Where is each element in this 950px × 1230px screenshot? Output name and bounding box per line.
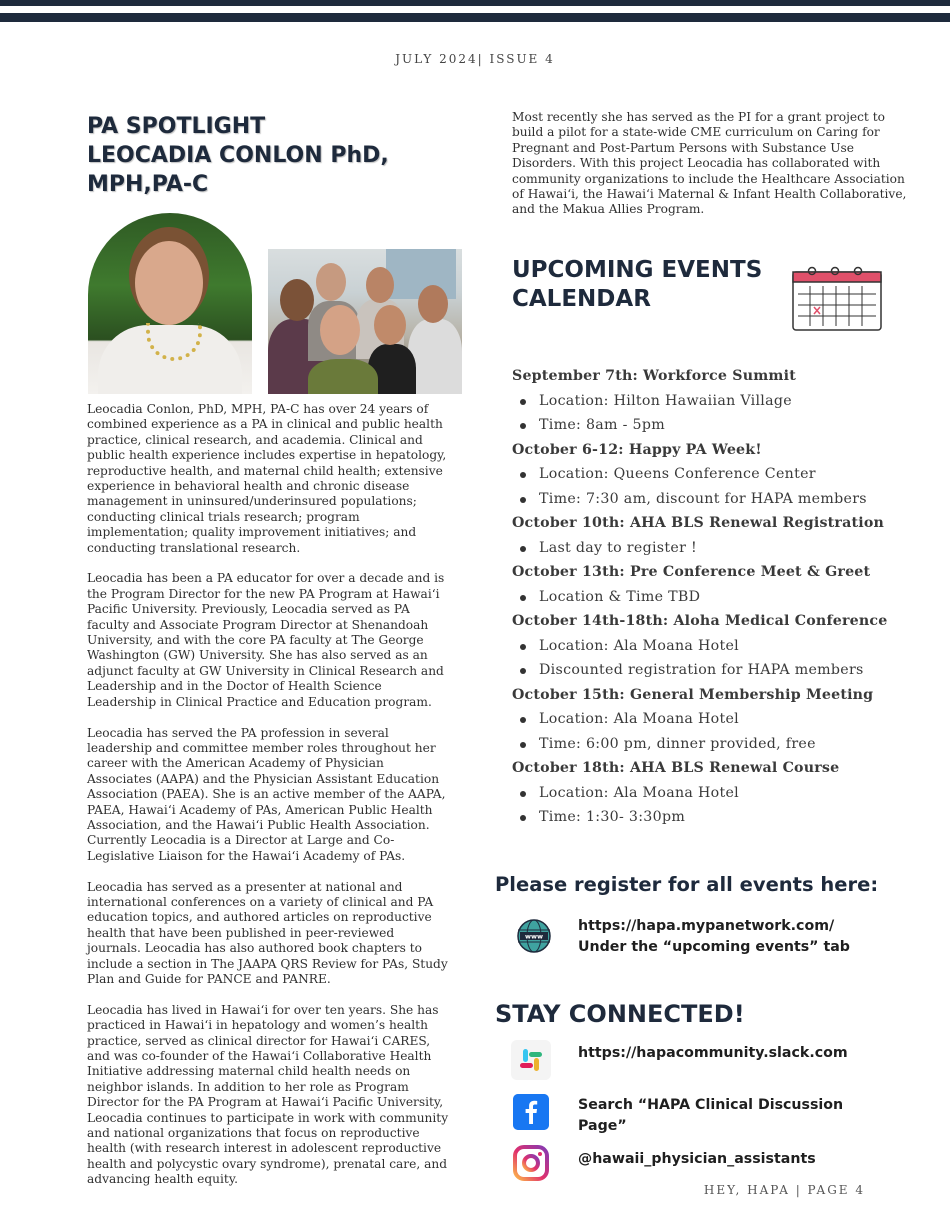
event [512,364,912,438]
facebook-text-line: Page” [578,1118,627,1134]
register-link[interactable] [578,916,850,958]
portrait-face [135,241,203,325]
recent-work-paragraph: Most recently she has served as the PI for a grant project to build a pilot for a state-wide CME curriculum on Caring for Pregnant and Post-Partum Persons with Substance Use Disorders. With this project Leocadia has collaborated with community organizations to include the Healthcare Association of Hawaiʻi, the Hawaiʻi Maternal & Infant Health Collaborative, and the Makua Allies Program. [512,110,907,217]
group-person-head [316,263,346,301]
event-title: October 6-12: Happy PA Week! [512,441,762,458]
events-title [512,256,802,314]
event [512,438,912,512]
group-person-body [308,359,378,394]
event [512,511,912,560]
event-detail: Location: Hilton Hawaiian Village [512,389,912,414]
group-person-head [418,285,448,323]
bio-text [87,402,451,1203]
register-note: Under the “upcoming events” tab [578,939,850,955]
event-detail: Time: 6:00 pm, dinner provided, free [512,732,912,757]
calendar-icon [790,264,886,334]
page-footer: HEY, HAPA | PAGE 4 [703,1183,865,1197]
spotlight-title-line: LEOCADIA CONLON PhD, [87,143,389,168]
event-title: October 18th: AHA BLS Renewal Course [512,760,840,776]
event-detail: Time: 7:30 am, discount for HAPA members [512,487,912,512]
spotlight-title-line: PA SPOTLIGHT [87,114,266,139]
stay-connected-heading: STAY CONNECTED! [495,1000,745,1028]
instagram-handle[interactable]: @hawaii_physician_assistants [578,1151,816,1167]
event-detail: Discounted registration for HAPA members [512,658,912,683]
bio-paragraph: Leocadia has served the PA profession in several leadership and committee member roles throughout her career with the American Academy of Physician Associates (AAPA) and the Physician Assistant Education Association (PAEA). She is an active member of the AAPA, PAEA, Hawaiʻi Academy of PAs, American Public Health Association, and the Hawaiʻi Public Health Association. Currently Leocadia is a Director at Large and Co-Legislative Liaison for the Hawaiʻi Academy of PAs. [87,725,446,863]
event [512,756,912,830]
spotlight-title [87,112,447,199]
top-border-bar-thick [0,13,950,22]
event-detail: Time: 8am - 5pm [512,413,912,438]
event [512,609,912,683]
spotlight-title-line: MPH,PA-C [87,172,209,197]
svg-text:www: www [524,932,544,941]
group-person-body [408,319,462,394]
bio-paragraph: Leocadia has been a PA educator for over a decade and is the Program Director for the new PA Program at Hawaiʻi Pacific University. Previously, Leocadia served as PA faculty and Associate Program Director at Shenandoah University, and with the core PA faculty at The George Washington (GW) University. She has also served as an adjunct faculty at GW University in Clinical Research and Leadership and in the Doctor of Health Science Leadership in Clinical Practice and Education program. [87,571,445,709]
facebook-icon[interactable] [513,1094,549,1130]
portrait-photo [88,213,252,394]
event [512,560,912,609]
group-person-head [320,305,360,355]
events-title-line: CALENDAR [512,286,651,312]
event-title: October 13th: Pre Conference Meet & Greet [512,564,871,580]
group-person-head [374,305,406,345]
globe-www-icon [516,918,552,954]
event-title: October 14th-18th: Aloha Medical Conference [512,613,888,629]
event-detail: Location: Queens Conference Center [512,462,912,487]
event [512,683,912,757]
event-detail: Location & Time TBD [512,585,912,610]
slack-icon[interactable] [511,1040,551,1080]
bio-paragraph: Leocadia has served as a presenter at national and international conferences on a variety of clinical and PA education topics, and authored articles on reproductive health that have been published in peer-reviewed journals. Leocadia has also authored book chapters to include a section in The JAAPA QRS Review for PAs, Study Plan and Guide for PANCE and PANRE. [87,879,448,986]
event-detail: Location: Ala Moana Hotel [512,707,912,732]
event-detail: Location: Ala Moana Hotel [512,634,912,659]
facebook-text-line: Search “HAPA Clinical Discussion [578,1097,844,1113]
instagram-icon[interactable] [512,1144,550,1182]
register-heading: Please register for all events here: [495,873,879,896]
top-border-bar [0,0,950,6]
issue-label: JULY 2024| ISSUE 4 [395,52,555,66]
event-title: October 10th: AHA BLS Renewal Registration [512,515,885,531]
facebook-search-text[interactable] [578,1095,843,1137]
events-list [512,364,912,830]
bio-paragraph: Leocadia has lived in Hawaiʻi for over ten years. She has practiced in Hawaiʻi in hepatology and women’s health practice, served as clinical director for Hawaiʻi CARES, and was co-founder of the Hawaiʻi Collaborative Health Initiative addressing maternal child health needs on neighbor islands. In addition to her role as Program Director for the PA Program at Hawaiʻi Pacific University, Leocadia continues to participate in work with community and national organizations that focus on reproductive health (with research interest in adolescent reproductive health and polycystic ovary syndrome), prenatal care, and advancing health equity. [87,1002,449,1187]
slack-link[interactable]: https://hapacommunity.slack.com [578,1045,848,1061]
event-title: October 15th: General Membership Meeting [512,686,874,703]
event-detail: Last day to register ! [512,536,912,561]
group-photo [268,249,462,394]
events-title-line: UPCOMING EVENTS [512,257,763,283]
group-person-head [366,267,394,303]
event-title: September 7th: Workforce Summit [512,368,796,384]
bio-paragraph: Leocadia Conlon, PhD, MPH, PA-C has over 24 years of combined experience as a PA in clinical and public health practice, clinical research, and academia. Clinical and public health experience includes expertise in hepatology, reproductive health, and maternal child health; extensive experience in behavioral health and chronic disease management in uninsured/underinsured populations; conducting clinical trials research; program implementation; quality improvement initiatives; and conducting translational research. [87,402,447,555]
register-url[interactable]: https://hapa.mypanetwork.com/ [578,918,835,934]
event-detail: Location: Ala Moana Hotel [512,781,912,806]
event-detail: Time: 1:30- 3:30pm [512,805,912,830]
